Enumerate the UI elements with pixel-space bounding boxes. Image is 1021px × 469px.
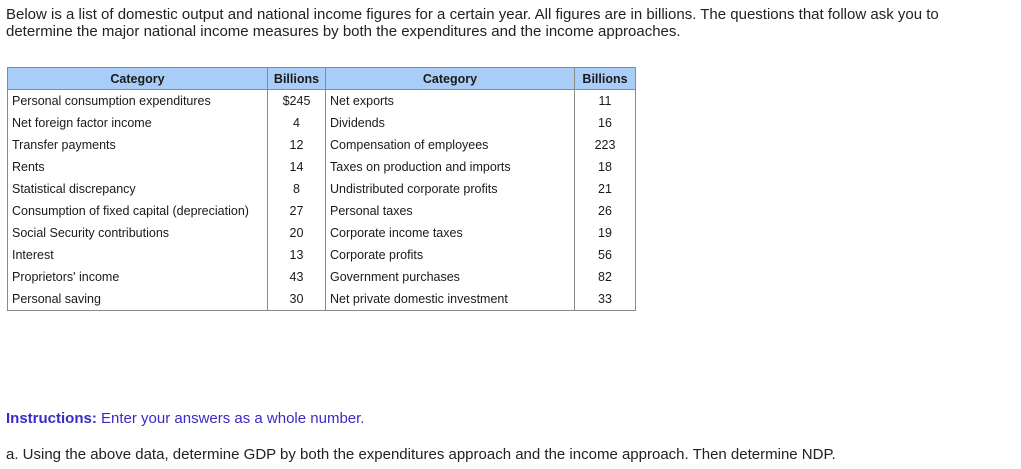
instructions-label: Instructions: <box>6 410 97 427</box>
instructions <box>6 410 364 427</box>
billions-cell: 8 <box>268 178 326 200</box>
category-cell: Statistical discrepancy <box>8 178 268 200</box>
category-cell: Taxes on production and imports <box>326 156 575 178</box>
category-cell: Personal saving <box>8 288 268 311</box>
category-cell: Undistributed corporate profits <box>326 178 575 200</box>
billions-cell: 27 <box>268 200 326 222</box>
category-cell: Net exports <box>326 90 575 113</box>
billions-cell: 56 <box>575 244 636 266</box>
category-cell: Dividends <box>326 112 575 134</box>
header-billions-2: Billions <box>575 68 636 90</box>
table-row <box>8 156 636 178</box>
category-cell: Rents <box>8 156 268 178</box>
table-row <box>8 244 636 266</box>
header-billions-1: Billions <box>268 68 326 90</box>
table-row <box>8 200 636 222</box>
billions-cell: 18 <box>575 156 636 178</box>
billions-cell: 26 <box>575 200 636 222</box>
income-figures-table <box>7 67 636 311</box>
table-row <box>8 112 636 134</box>
question-a: a. Using the above data, determine GDP by both the expenditures approach and the income approach. Then determine NDP. <box>6 446 836 463</box>
billions-cell: 82 <box>575 266 636 288</box>
category-cell: Government purchases <box>326 266 575 288</box>
billions-cell: 43 <box>268 266 326 288</box>
billions-cell: $245 <box>268 90 326 113</box>
category-cell: Personal taxes <box>326 200 575 222</box>
billions-cell: 19 <box>575 222 636 244</box>
billions-cell: 30 <box>268 288 326 311</box>
category-cell: Corporate income taxes <box>326 222 575 244</box>
table-row <box>8 178 636 200</box>
billions-cell: 16 <box>575 112 636 134</box>
category-cell: Transfer payments <box>8 134 268 156</box>
category-cell: Net private domestic investment <box>326 288 575 311</box>
category-cell: Net foreign factor income <box>8 112 268 134</box>
category-cell: Proprietors' income <box>8 266 268 288</box>
category-cell: Interest <box>8 244 268 266</box>
category-cell: Compensation of employees <box>326 134 575 156</box>
header-category-1: Category <box>8 68 268 90</box>
billions-cell: 12 <box>268 134 326 156</box>
table-row <box>8 134 636 156</box>
table-row <box>8 288 636 311</box>
billions-cell: 4 <box>268 112 326 134</box>
header-category-2: Category <box>326 68 575 90</box>
table-row <box>8 90 636 113</box>
table-row <box>8 222 636 244</box>
billions-cell: 13 <box>268 244 326 266</box>
category-cell: Social Security contributions <box>8 222 268 244</box>
instructions-text: Enter your answers as a whole number. <box>96 410 365 427</box>
billions-cell: 14 <box>268 156 326 178</box>
billions-cell: 20 <box>268 222 326 244</box>
billions-cell: 33 <box>575 288 636 311</box>
table-header-row <box>8 68 636 90</box>
billions-cell: 11 <box>575 90 636 113</box>
category-cell: Corporate profits <box>326 244 575 266</box>
category-cell: Personal consumption expenditures <box>8 90 268 113</box>
intro-paragraph: Below is a list of domestic output and national income figures for a certain year. All figures are in billions. The questions that follow ask you to determine the major national income measures by both the expenditures and the income approaches. <box>6 6 939 40</box>
table-row <box>8 266 636 288</box>
billions-cell: 21 <box>575 178 636 200</box>
billions-cell: 223 <box>575 134 636 156</box>
category-cell: Consumption of fixed capital (depreciation) <box>8 200 268 222</box>
